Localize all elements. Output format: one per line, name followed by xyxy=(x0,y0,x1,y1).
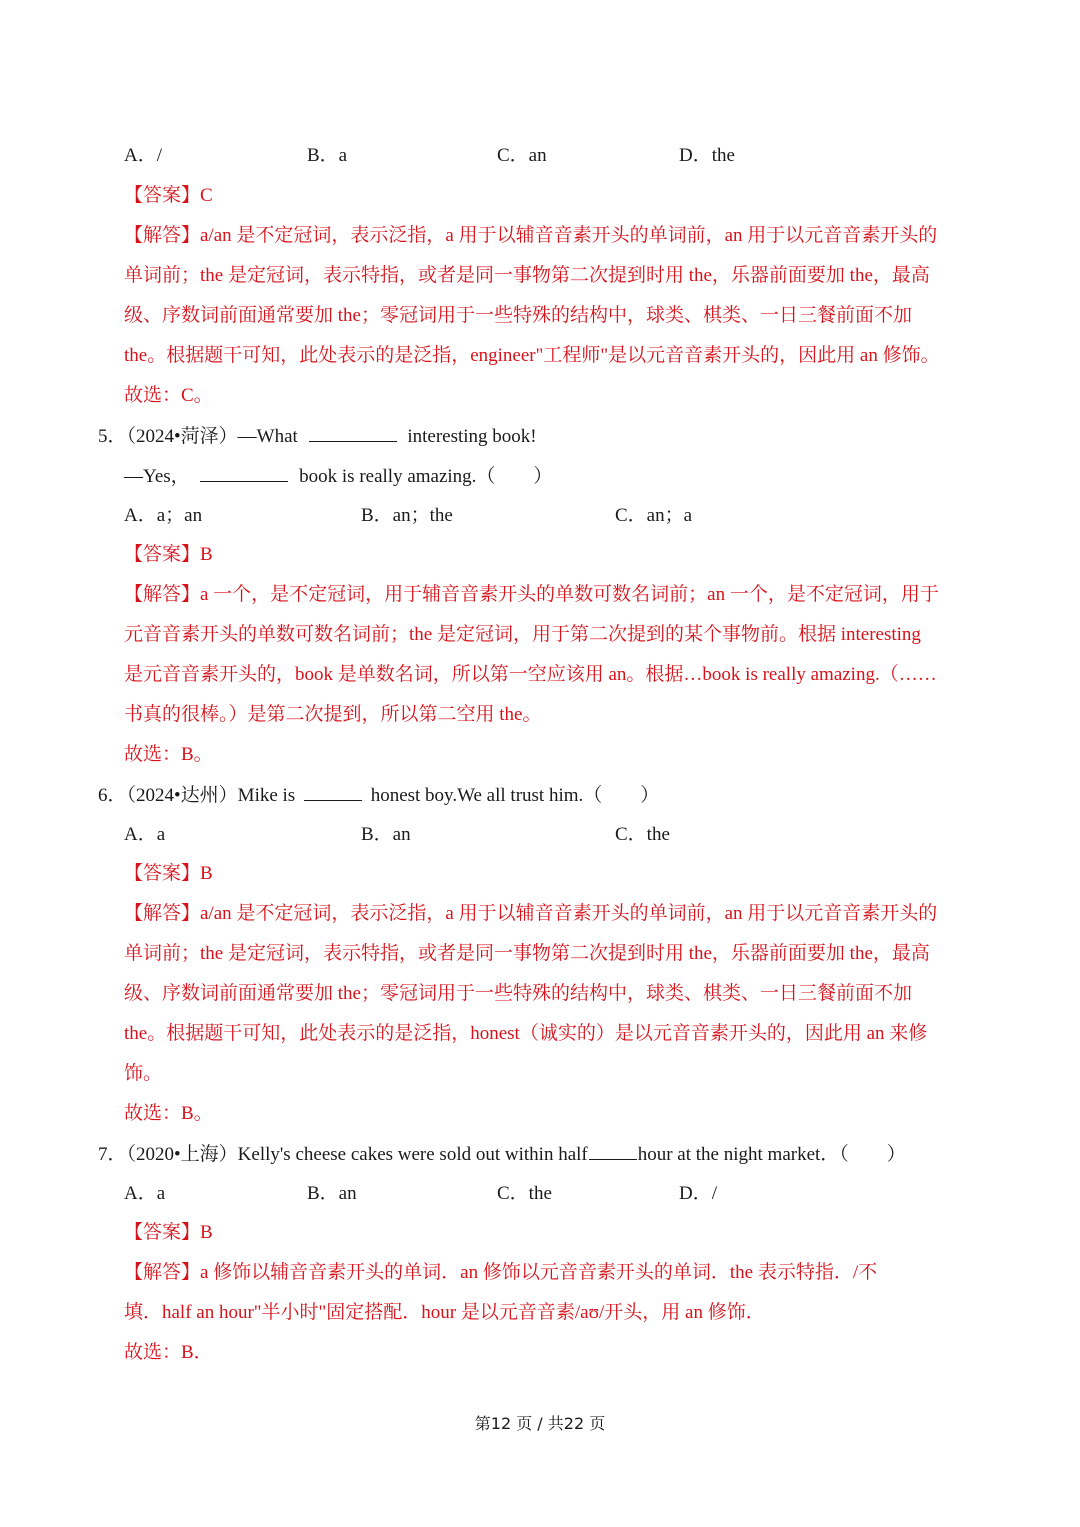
q6-analysis-line-4: the。根据题干可知，此处表示的是泛指，honest（诚实的）是以元音音素开头的，因此用 an 来修 xyxy=(124,1023,928,1044)
q5-stem-part-a: —What xyxy=(237,426,298,447)
q7-option-b[interactable]: B．an xyxy=(307,1183,357,1204)
q5-stem2-part-b: book is really amazing.（ ） xyxy=(299,466,553,487)
q4-analysis-line-2: 单词前；the 是定冠词，表示特指，或者是同一事物第二次提到时用 the，乐器前面要加 the，最高 xyxy=(124,265,930,286)
q4-conclusion: 故选：C。 xyxy=(124,385,213,406)
q6-blank[interactable] xyxy=(304,783,362,801)
q7-stem-part-a: Kelly's cheese cakes were sold out within half xyxy=(237,1144,588,1165)
q5-conclusion: 故选：B。 xyxy=(124,744,213,765)
q6-number: 6． xyxy=(98,785,127,806)
q4-option-c[interactable]: C．an xyxy=(497,145,547,166)
q6-conclusion: 故选：B。 xyxy=(124,1103,213,1124)
q4-answer: 【答案】C xyxy=(124,185,213,206)
q4-option-a[interactable]: A．/ xyxy=(124,145,163,166)
q7-source: （2020•上海） xyxy=(126,1144,238,1165)
q5-option-c[interactable]: C．an；a xyxy=(615,505,693,526)
q4-analysis-line-4: the。根据题干可知，此处表示的是泛指，engineer"工程师"是以元音音素开头的，因此用 an 修饰。 xyxy=(124,345,940,366)
q5-answer: 【答案】B xyxy=(124,544,213,565)
q5-blank-2[interactable] xyxy=(200,464,288,482)
q5-stem-part-b: interesting book! xyxy=(407,426,537,447)
q5-blank-1[interactable] xyxy=(309,424,397,442)
q7-stem xyxy=(98,1142,906,1167)
q6-option-a[interactable]: A．a xyxy=(124,824,166,845)
q5-option-b[interactable]: B．an；the xyxy=(361,505,453,526)
q6-option-b[interactable]: B．an xyxy=(361,824,411,845)
q5-analysis-line-2: 元音音素开头的单数可数名词前；the 是定冠词，用于第二次提到的某个事物前。根据 interesting xyxy=(124,624,921,645)
q6-analysis-line-2: 单词前；the 是定冠词，表示特指，或者是同一事物第二次提到时用 the，乐器前面要加 the，最高 xyxy=(124,943,930,964)
q5-analysis-line-3: 是元音音素开头的，book 是单数名词，所以第一空应该用 an。根据…book is really amazing.（…… xyxy=(124,664,937,685)
q5-stem2-part-a: —Yes， xyxy=(124,466,190,487)
q5-analysis-line-4: 书真的很棒。）是第二次提到，所以第二空用 the。 xyxy=(124,704,542,725)
q7-option-d[interactable]: D．/ xyxy=(679,1183,718,1204)
q4-option-d[interactable]: D．the xyxy=(679,145,735,166)
q6-option-c[interactable]: C．the xyxy=(615,824,670,845)
q6-answer: 【答案】B xyxy=(124,863,213,884)
q6-analysis-line-1: 【解答】a/an 是不定冠词，表示泛指，a 用于以辅音音素开头的单词前，an 用于以元音音素开头的 xyxy=(124,903,938,924)
q5-number: 5． xyxy=(98,426,127,447)
q6-stem-part-a: Mike is xyxy=(237,785,296,806)
q6-analysis-line-5: 饰。 xyxy=(124,1063,163,1084)
q7-option-a[interactable]: A．a xyxy=(124,1183,166,1204)
q5-stem xyxy=(98,424,537,449)
q4-analysis-line-1: 【解答】a/an 是不定冠词，表示泛指，a 用于以辅音音素开头的单词前，an 用于以元音音素开头的 xyxy=(124,225,938,246)
q7-stem-part-b: hour at the night market．（ ） xyxy=(637,1144,906,1165)
q7-answer: 【答案】B xyxy=(124,1222,213,1243)
q7-conclusion: 故选：B． xyxy=(124,1342,213,1363)
q7-blank[interactable] xyxy=(589,1142,637,1160)
page-number-footer: 第12 页 / 共22 页 xyxy=(474,1414,606,1433)
q5-analysis-line-1: 【解答】a 一个，是不定冠词，用于辅音音素开头的单数可数名词前；an 一个，是不定冠词，用于 xyxy=(124,584,939,605)
q6-source: （2024•达州） xyxy=(126,785,238,806)
q5-source: （2024•菏泽） xyxy=(126,426,238,447)
q7-analysis-line-1: 【解答】a 修饰以辅音音素开头的单词．an 修饰以元音音素开头的单词．the 表示特指．/不 xyxy=(124,1262,878,1283)
q4-analysis-line-3: 级、序数词前面通常要加 the；零冠词用于一些特殊的结构中，球类、棋类、一日三餐前面不加 xyxy=(124,305,912,326)
q4-option-b[interactable]: B．a xyxy=(307,145,348,166)
q6-stem-part-b: honest boy.We all trust him.（ ） xyxy=(370,785,660,806)
q5-stem-2 xyxy=(124,464,552,489)
q7-option-c[interactable]: C．the xyxy=(497,1183,552,1204)
q5-option-a[interactable]: A．a；an xyxy=(124,505,203,526)
q7-number: 7． xyxy=(98,1144,127,1165)
q6-analysis-line-3: 级、序数词前面通常要加 the；零冠词用于一些特殊的结构中，球类、棋类、一日三餐前面不加 xyxy=(124,983,912,1004)
q7-analysis-line-2: 填．half an hour"半小时"固定搭配．hour 是以元音音素/aʊ/开头，用 an 修饰． xyxy=(124,1302,765,1323)
q6-stem xyxy=(98,783,659,808)
